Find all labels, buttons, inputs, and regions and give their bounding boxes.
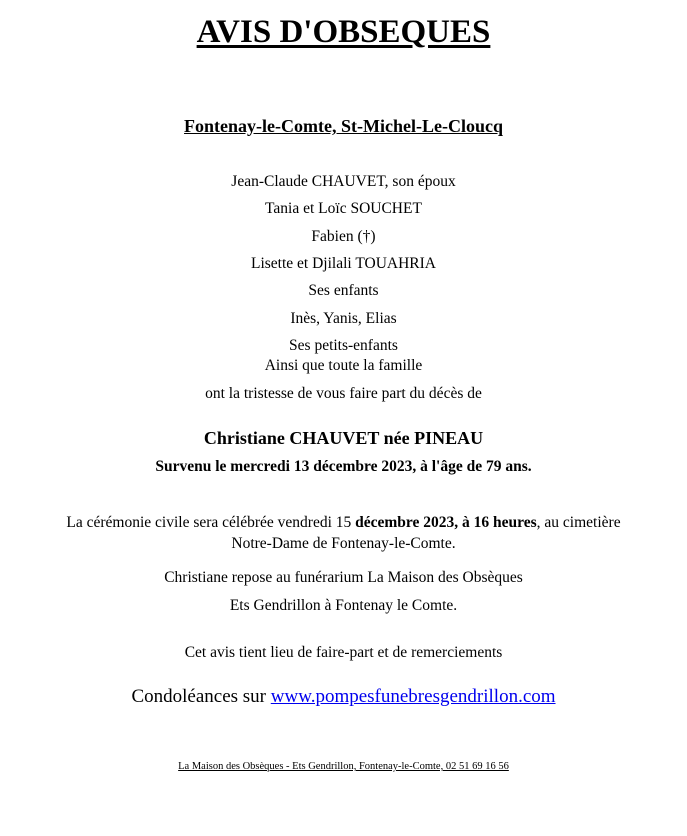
announcement-line: ont la tristesse de vous faire part du décès de	[205, 385, 482, 402]
ceremony-line-1	[0, 512, 687, 533]
family-line-enfants: Ses enfants	[308, 282, 379, 299]
ceremony-date-time: décembre 2023, à 16 heures	[355, 514, 537, 531]
repose-line-1: Christiane repose au funérarium La Maison des Obsèques	[164, 569, 523, 586]
family-line-child-3: Lisette et Djilali TOUAHRIA	[251, 255, 436, 272]
notice-text: Cet avis tient lieu de faire-part et de remerciements	[184, 644, 503, 661]
ceremony-location-text: , au cimetière	[536, 514, 621, 531]
ceremony-info	[0, 512, 687, 554]
family-line-spouse: Jean-Claude CHAUVET, son époux	[231, 173, 456, 190]
family-line-child-2: Fabien (†)	[311, 228, 376, 245]
footer-contact: La Maison des Obsèques - Ets Gendrillon, Fontenay-le-Comte, 02 51 69 16 56	[178, 761, 509, 772]
condolences-label: Condoléances sur	[131, 686, 271, 707]
repose-line-2: Ets Gendrillon à Fontenay le Comte.	[229, 597, 458, 614]
family-line-petits-enfants: Ses petits-enfants	[289, 337, 398, 354]
death-info: Survenu le mercredi 13 décembre 2023, à l'âge de 79 ans.	[155, 458, 532, 475]
page-title: AVIS D'OBSEQUES	[196, 14, 491, 50]
deceased-name: Christiane CHAUVET née PINEAU	[203, 428, 484, 448]
ceremony-line-2: Notre-Dame de Fontenay-le-Comte.	[231, 535, 456, 552]
location-heading: Fontenay-le-Comte, St-Michel-Le-Cloucq	[184, 116, 503, 136]
ceremony-intro: La cérémonie civile sera célébrée vendredi 15	[66, 514, 356, 531]
condolences-link[interactable]: www.pompesfunebresgendrillon.com	[270, 686, 556, 707]
family-line-famille: Ainsi que toute la famille	[264, 357, 423, 374]
condolences-line	[0, 686, 687, 708]
family-line-grandchildren: Inès, Yanis, Elias	[290, 310, 397, 327]
family-line-child-1: Tania et Loïc SOUCHET	[265, 200, 422, 217]
